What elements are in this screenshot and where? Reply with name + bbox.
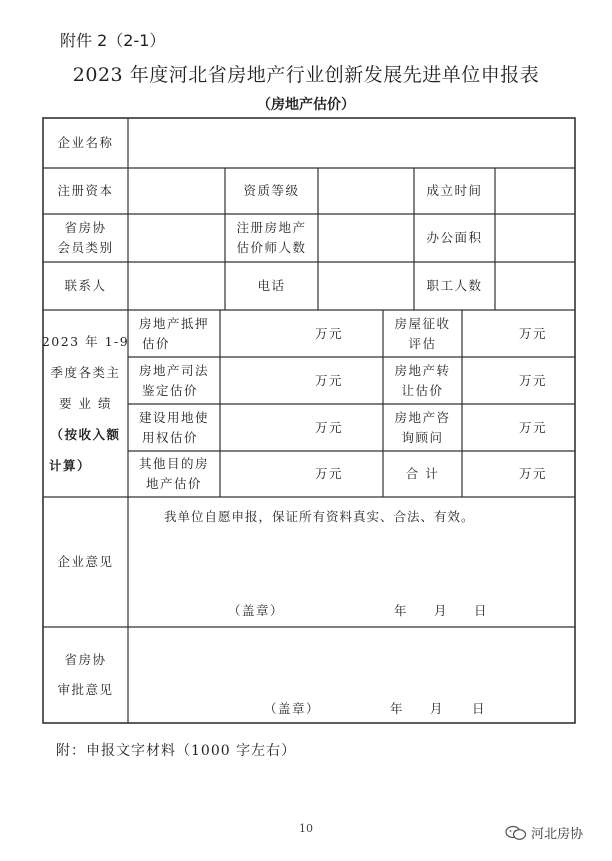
phone-label: 电话	[257, 278, 286, 293]
unit-label: 万元	[314, 419, 343, 435]
association-line1: 省房协	[64, 652, 107, 667]
perf-item-expropriation	[383, 310, 462, 357]
perf-item-line2: 询顾问	[401, 429, 444, 445]
registered-capital-field[interactable]	[128, 168, 225, 214]
qualification-level-field[interactable]	[318, 168, 414, 214]
perf-item-line2: 让估价	[401, 382, 444, 398]
appraisers-field[interactable]	[318, 214, 414, 262]
contact-field[interactable]	[128, 262, 225, 310]
phone-field[interactable]	[318, 262, 414, 310]
perf-item-land-use	[128, 404, 220, 451]
office-area-field[interactable]	[495, 214, 575, 262]
seal-label: （盖章）	[228, 603, 285, 618]
perf-item-line1: 房地产司法	[138, 362, 209, 378]
association-approval-label	[43, 627, 128, 723]
performance-line2: 季度各类主	[50, 365, 121, 380]
member-type-field[interactable]	[128, 214, 225, 262]
unit-label: 万元	[518, 466, 547, 481]
perf-value-transfer[interactable]	[462, 357, 575, 404]
member-type-line1: 省房协	[64, 220, 107, 235]
day-label: 日	[474, 603, 489, 618]
appraisers-line1: 注册房地产	[236, 220, 307, 235]
appraisers-label	[225, 214, 318, 262]
company-opinion-field[interactable]	[128, 497, 575, 627]
unit-label: 万元	[518, 372, 547, 388]
perf-item-total: 合 计	[405, 466, 440, 481]
perf-item-line1: 其他目的房	[138, 456, 209, 471]
perf-item-line1: 建设用地使	[138, 409, 209, 425]
perf-item-line2: 鉴定估价	[142, 382, 199, 398]
unit-label: 万元	[314, 325, 343, 341]
qualification-level-label: 资质等级	[243, 183, 300, 198]
perf-item-line2: 地产估价	[145, 476, 202, 491]
appraisers-line2: 估价师人数	[236, 240, 307, 255]
member-type-line2: 会员类别	[57, 240, 114, 255]
perf-item-line2: 用权估价	[142, 429, 199, 445]
perf-item-line1: 房屋征收	[394, 315, 451, 331]
year-label: 年	[390, 701, 405, 716]
established-label: 成立时间	[426, 183, 483, 198]
perf-item-judicial	[128, 357, 220, 404]
established-field[interactable]	[495, 168, 575, 214]
perf-item-line1: 房地产抵押	[138, 315, 209, 331]
perf-item-other	[128, 451, 220, 497]
month-label: 月	[434, 603, 449, 618]
perf-item-line1: 房地产咨	[394, 409, 451, 425]
attachment-label: 附件 2（2-1）	[60, 31, 166, 50]
office-area-label: 办公面积	[426, 230, 483, 245]
performance-line4: （按收入额	[50, 427, 121, 442]
perf-value-consulting[interactable]	[462, 404, 575, 451]
wechat-icon	[505, 825, 527, 841]
perf-item-mortgage	[128, 310, 220, 357]
form-subtitle: （房地产估价）	[257, 97, 355, 113]
day-label: 日	[472, 701, 487, 716]
perf-value-total[interactable]	[462, 451, 575, 497]
watermark-text: 河北房协	[531, 827, 584, 842]
perf-value-mortgage[interactable]	[220, 310, 383, 357]
association-approval-field[interactable]	[128, 627, 575, 723]
member-type-label	[43, 214, 128, 262]
performance-line3: 要 业 绩	[59, 396, 112, 411]
perf-item-line2: 评估	[408, 335, 437, 351]
unit-label: 万元	[518, 325, 547, 341]
perf-item-line1: 房地产转	[394, 362, 451, 378]
performance-label	[43, 310, 128, 497]
registered-capital-label: 注册资本	[57, 183, 114, 198]
year-label: 年	[394, 603, 409, 618]
form-title: 2023 年度河北省房地产行业创新发展先进单位申报表	[72, 64, 540, 86]
staff-count-field[interactable]	[495, 262, 575, 310]
perf-value-land-use[interactable]	[220, 404, 383, 451]
seal-label: （盖章）	[264, 701, 321, 716]
perf-value-other[interactable]	[220, 451, 383, 497]
company-name-label: 企业名称	[57, 135, 114, 150]
perf-item-transfer	[383, 357, 462, 404]
company-opinion-label: 企业意见	[57, 554, 114, 569]
performance-line1: 2023 年 1-9	[41, 334, 130, 349]
unit-label: 万元	[314, 372, 343, 388]
unit-label: 万元	[518, 419, 547, 435]
perf-value-expropriation[interactable]	[462, 310, 575, 357]
perf-item-line2: 估价	[142, 335, 171, 351]
performance-line5: 计算）	[49, 458, 92, 473]
watermark	[505, 823, 583, 842]
footnote: 附：申报文字材料（1000 字左右）	[56, 743, 297, 759]
perf-item-consulting	[383, 404, 462, 451]
company-name-field[interactable]	[128, 118, 575, 168]
month-label: 月	[430, 701, 445, 716]
declaration-text: 我单位自愿申报，保证所有资料真实、合法、有效。	[164, 509, 475, 524]
perf-value-judicial[interactable]	[220, 357, 383, 404]
page-number: 10	[299, 822, 313, 835]
contact-label: 联系人	[64, 278, 107, 293]
association-line2: 审批意见	[57, 682, 114, 697]
staff-count-label: 职工人数	[426, 278, 483, 293]
unit-label: 万元	[314, 466, 343, 481]
